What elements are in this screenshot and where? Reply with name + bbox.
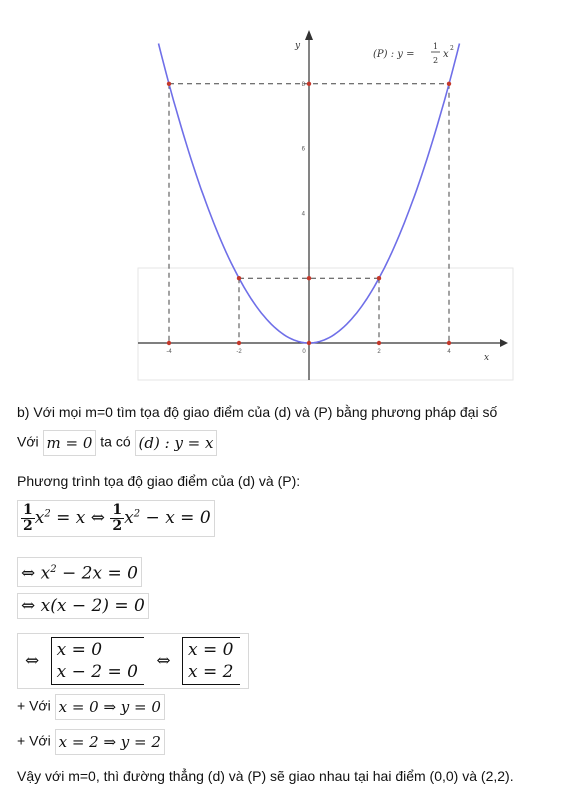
equation-3-box: ⇔ x(x − 2) = 0 bbox=[17, 593, 149, 619]
y-tick-label: 6 bbox=[301, 146, 305, 153]
legend-numerator: 1 bbox=[433, 42, 439, 51]
equation-2-box bbox=[17, 557, 142, 587]
parabola-graph bbox=[0, 0, 561, 385]
fraction-numerator: 1 bbox=[23, 502, 33, 518]
x-tick-label: -4 bbox=[166, 349, 172, 355]
case-2-prefix: + Với bbox=[17, 732, 51, 749]
fraction-half-2 bbox=[110, 503, 124, 534]
case-1-equation: x = 0 ⇒ y = 0 bbox=[55, 694, 165, 720]
case-2-equation: x = 2 ⇒ y = 2 bbox=[55, 729, 165, 755]
system-left-row-2: x − 2 = 0 bbox=[56, 662, 138, 682]
data-point bbox=[167, 82, 171, 86]
eq1-exponent: 2 bbox=[44, 508, 51, 520]
system-right bbox=[182, 637, 239, 685]
system-right-row-2: x = 2 bbox=[188, 662, 234, 682]
fraction-denominator-2: 2 bbox=[112, 518, 123, 534]
x-axis-arrow bbox=[500, 339, 508, 347]
eq2-right: − 2x = 0 bbox=[62, 563, 138, 584]
system-right-row-1: x = 0 bbox=[188, 640, 234, 660]
eq4-mid: ⇔ bbox=[156, 650, 171, 671]
given-line bbox=[17, 430, 217, 456]
eq1-var: x bbox=[34, 508, 45, 528]
x-tick-label: 2 bbox=[377, 349, 381, 355]
eq4-lead: ⇔ bbox=[25, 650, 40, 671]
conclusion: Vậy với m=0, thì đường thẳng (d) và (P) sẽ giao nhau tại hai điểm (0,0) và (2,2). bbox=[17, 768, 514, 784]
curve-legend bbox=[373, 42, 454, 65]
case-1-prefix: + Với bbox=[17, 697, 51, 714]
eq1-rest: = x ⇔ bbox=[56, 508, 106, 528]
data-point bbox=[237, 276, 241, 280]
with-word: Với bbox=[17, 433, 39, 450]
equation-2 bbox=[17, 557, 142, 587]
equation-3 bbox=[17, 593, 149, 619]
m-equation: m = 0 bbox=[43, 430, 97, 456]
equation-1 bbox=[17, 500, 215, 537]
data-point bbox=[237, 341, 241, 345]
equation-4-box bbox=[17, 633, 249, 689]
eq2-exponent: 2 bbox=[50, 564, 57, 575]
line-d-equation: (d) : y = x bbox=[135, 430, 218, 456]
system-left-row-1: x = 0 bbox=[56, 640, 103, 660]
y-axis-label: y bbox=[295, 41, 301, 51]
equation-1-box bbox=[17, 500, 215, 537]
data-point bbox=[167, 341, 171, 345]
legend-exponent: 2 bbox=[450, 45, 454, 52]
eq2-left: ⇔ x bbox=[21, 563, 51, 584]
data-point bbox=[447, 82, 451, 86]
part-b-heading: b) Với mọi m=0 tìm tọa độ giao điểm của (d) và (P) bằng phương pháp đại số bbox=[17, 404, 498, 420]
intro-equation: Phương trình tọa độ giao điểm của (d) và (P): bbox=[17, 473, 301, 489]
eq1b-rest: − x = 0 bbox=[145, 508, 211, 528]
fraction-numerator-2: 1 bbox=[112, 502, 123, 518]
legend-denominator: 2 bbox=[433, 56, 439, 65]
ta-co-word: ta có bbox=[100, 433, 131, 450]
eq1b-var: x bbox=[124, 508, 134, 528]
fraction-half bbox=[21, 503, 35, 534]
x-axis-label: x bbox=[484, 353, 490, 363]
system-left bbox=[51, 637, 144, 685]
eq1b-exponent: 2 bbox=[133, 508, 141, 520]
case-2 bbox=[17, 729, 165, 755]
case-1 bbox=[17, 694, 165, 720]
legend-variable: x bbox=[443, 49, 449, 60]
x-tick-label: -2 bbox=[236, 349, 242, 355]
plot-frame bbox=[138, 268, 513, 380]
data-point bbox=[447, 341, 451, 345]
fraction-denominator: 2 bbox=[23, 518, 33, 534]
legend-prefix: (P) : y = bbox=[373, 49, 415, 60]
data-point bbox=[307, 276, 311, 280]
y-tick-label: 4 bbox=[301, 211, 305, 218]
data-point bbox=[307, 82, 311, 86]
data-point bbox=[377, 276, 381, 280]
y-tick-label: 8 bbox=[301, 81, 305, 88]
y-axis-arrow bbox=[305, 30, 313, 40]
x-tick-label: 0 bbox=[302, 349, 306, 355]
x-tick-label: 4 bbox=[447, 349, 451, 355]
equation-4 bbox=[17, 633, 249, 689]
data-point bbox=[307, 341, 311, 345]
data-point bbox=[377, 341, 381, 345]
